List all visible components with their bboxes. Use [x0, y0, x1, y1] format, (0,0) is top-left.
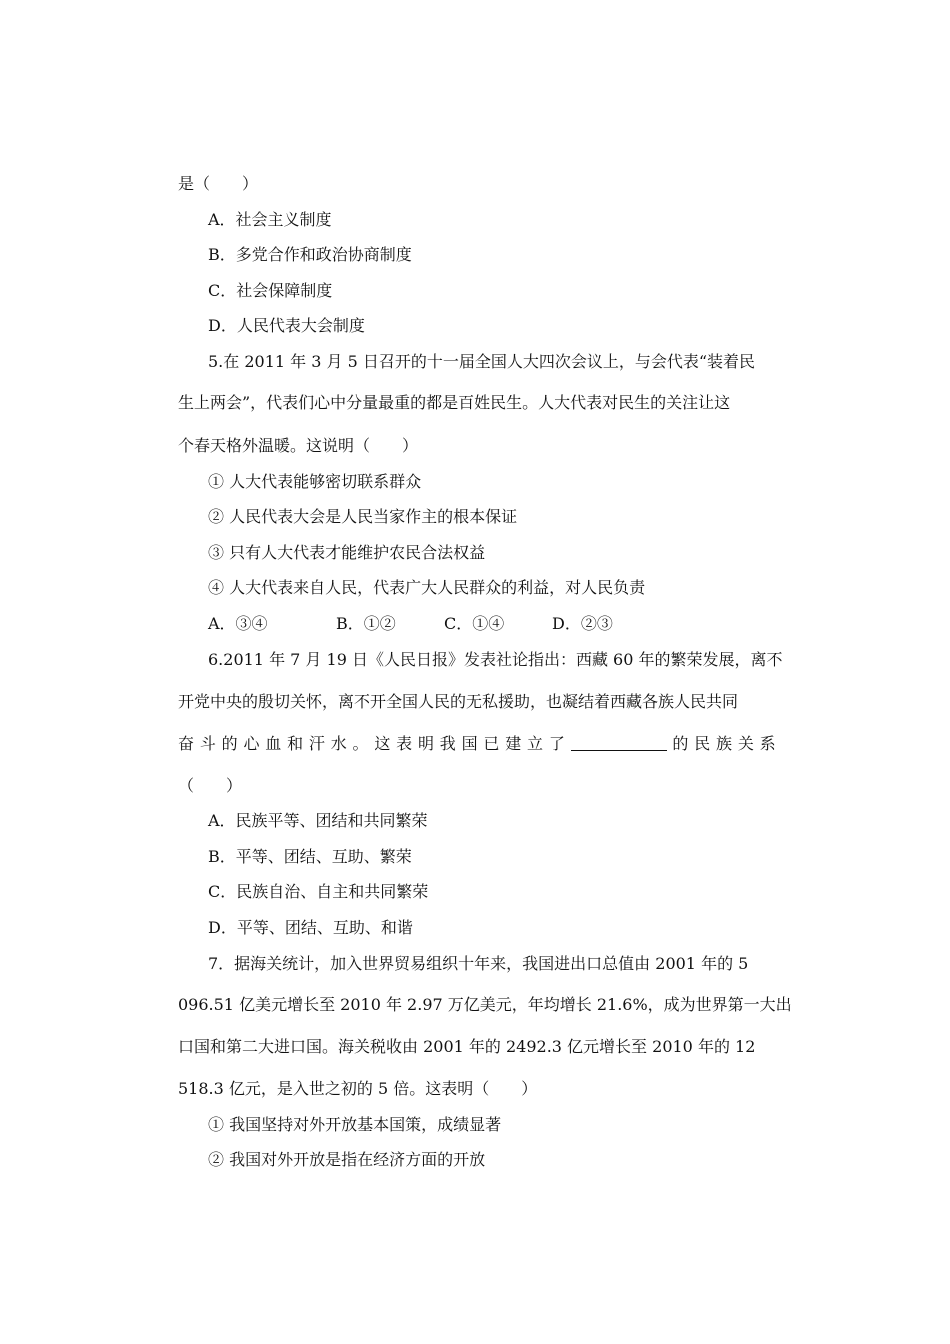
q6-char: 已 [483, 734, 500, 753]
q6-char: 和 [287, 734, 304, 753]
q4-option-c: C．社会保障制度 [208, 281, 333, 300]
q6-char: 民 [694, 734, 711, 753]
q6-char: 斗 [199, 734, 216, 753]
q7-stem-line-2: 096.51 亿美元增长至 2010 年 2.97 万亿美元，年均增长 21.6%，成为世界第一大出 [178, 995, 792, 1014]
q6-char: 水 [330, 734, 347, 753]
q5-statement-1: ① 人大代表能够密切联系群众 [208, 472, 422, 491]
q6-char: 国 [461, 734, 478, 753]
q5-choice-c: C．①④ [444, 614, 505, 633]
q6-char: 汗 [308, 734, 325, 753]
q6-char: 我 [439, 734, 456, 753]
q6-char: 表 [396, 734, 413, 753]
q6-option-d: D．平等、团结、互助、和谐 [208, 918, 413, 937]
q6-char: 心 [243, 734, 260, 753]
q5-statement-2: ② 人民代表大会是人民当家作主的根本保证 [208, 507, 518, 526]
q5-stem-line-2: 生上两会”，代表们心中分量最重的都是百姓民生。人大代表对民生的关注让这 [178, 393, 731, 412]
q7-statement-2: ② 我国对外开放是指在经济方面的开放 [208, 1150, 486, 1169]
q6-stem-line-1: 6.2011 年 7 月 19 日《人民日报》发表社论指出：西藏 60 年的繁荣发展，离不 [208, 650, 783, 669]
q6-stem-line-2: 开党中央的殷切关怀，离不开全国人民的无私援助，也凝结着西藏各族人民共同 [178, 692, 739, 711]
q6-option-a: A．民族平等、团结和共同繁荣 [208, 811, 428, 830]
q6-char: 族 [716, 734, 733, 753]
q7-statement-1: ① 我国坚持对外开放基本国策，成绩显著 [208, 1115, 502, 1134]
q5-choice-a: A．③④ [208, 614, 268, 633]
q6-char: 建 [505, 734, 522, 753]
q4-option-a: A．社会主义制度 [208, 210, 332, 229]
q6-char: 这 [374, 734, 391, 753]
q6-option-b: B．平等、团结、互助、繁荣 [208, 847, 412, 866]
q6-char: 血 [265, 734, 282, 753]
q6-stem-line-4: （ ） [178, 776, 243, 795]
q6-stem-line-3 [178, 734, 776, 754]
q6-char: 。 [352, 734, 369, 753]
q6-char: 明 [417, 734, 434, 753]
q5-choice-b: B．①② [336, 614, 396, 633]
q7-stem-line-3: 口国和第二大进口国。海关税收由 2001 年的 2492.3 亿元增长至 2010 年的 12 [178, 1037, 756, 1056]
q6-option-c: C．民族自治、自主和共同繁荣 [208, 882, 429, 901]
q6-char: 关 [737, 734, 754, 753]
q7-stem-line-1: 7．据海关统计，加入世界贸易组织十年来，我国进出口总值由 2001 年的 5 [208, 954, 749, 973]
q7-stem-line-4: 518.3 亿元，是入世之初的 5 倍。这表明（ ） [178, 1079, 538, 1098]
q6-char: 的 [221, 734, 238, 753]
q6-char: 的 [672, 734, 689, 753]
q5-stem-line-1: 5.在 2011 年 3 月 5 日召开的十一届全国人大四次会议上，与会代表“装着民 [208, 352, 756, 371]
q5-statement-4: ④ 人大代表来自人民，代表广大人民群众的利益，对人民负责 [208, 578, 646, 597]
q6-char: 系 [759, 734, 776, 753]
q4-continuation: 是（ ） [178, 174, 259, 193]
q5-stem-line-3: 个春天格外温暖。这说明（ ） [178, 436, 419, 455]
q5-choices [208, 614, 613, 634]
q4-option-b: B．多党合作和政治协商制度 [208, 245, 412, 264]
q4-option-d: D．人民代表大会制度 [208, 316, 365, 335]
q5-choice-d: D．②③ [552, 614, 613, 633]
q6-char: 了 [548, 734, 565, 753]
q6-char: 立 [527, 734, 544, 753]
q5-statement-3: ③ 只有人大代表才能维护农民合法权益 [208, 543, 486, 562]
fill-in-blank[interactable] [571, 734, 667, 751]
q6-char: 奋 [178, 734, 195, 753]
